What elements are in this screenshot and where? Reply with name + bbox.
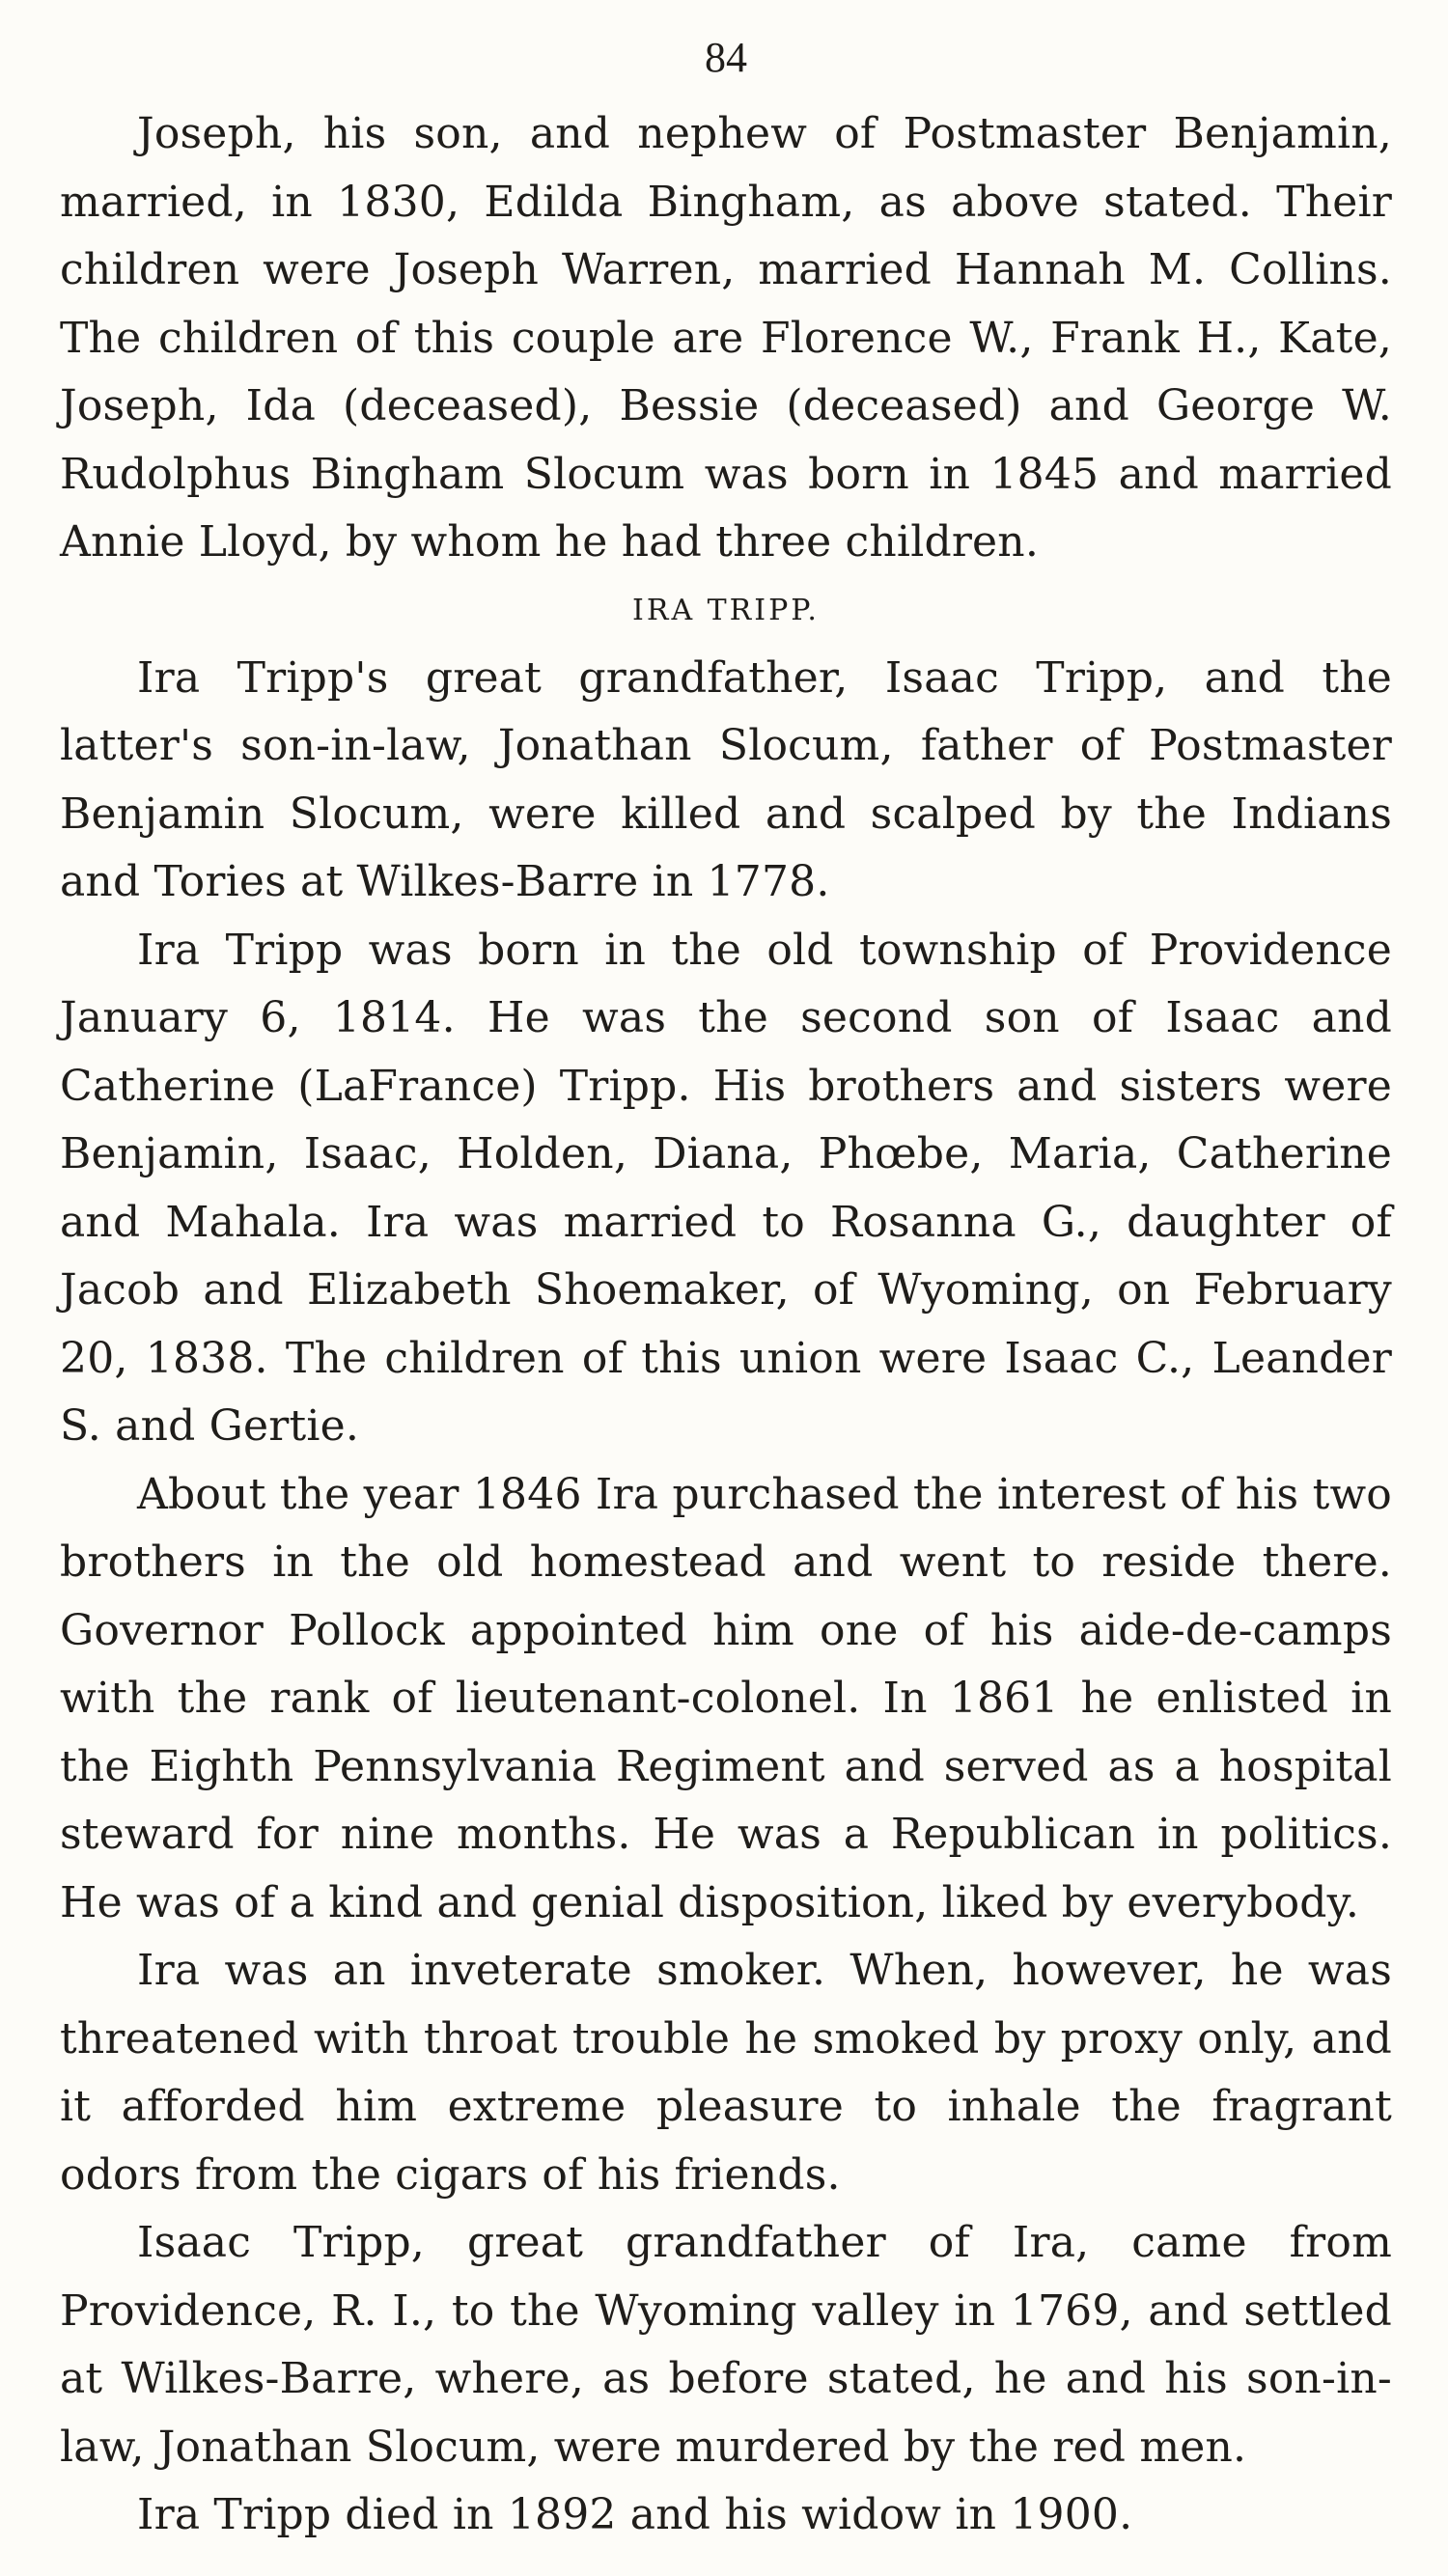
- paragraph-birth-family: Ira Tripp was born in the old township of Providence January 6, 1814. He was the second son of Isaac and Catherine (LaFrance) Tripp. His brothers and sisters were Benjamin, Isaac, Holden, Diana, Phœbe, Maria, Catherine and Mahala. Ira was married to Rosanna G., daughter of Jacob and Elizabeth Shoemaker, of Wyoming, on February 20, 1838. The children of this union were Isaac C., Leander S. and Gertie.: [60, 925, 1392, 1451]
- paragraph-smoker: Ira was an inveterate smoker. When, however, he was threatened with throat trouble he smoked by proxy only, and it afforded him extreme pleasure to inhale the fragrant odors from the cigars of his friends.: [60, 1946, 1392, 2200]
- book-page: [60, 29, 1392, 2550]
- paragraph-slocum-family: Joseph, his son, and nephew of Postmaster Benjamin, married, in 1830, Edilda Bingham, as above stated. Their children were Joseph Warren, married Hannah M. Collins. The children of this couple are Florence W., Frank H., Kate, Joseph, Ida (deceased), Bessie (deceased) and George W. Rudolphus Bingham Slocum was born in 1845 and married Annie Lloyd, by whom he had three children.: [60, 109, 1392, 567]
- page-number: 84: [705, 34, 747, 81]
- paragraph-death: Ira Tripp died in 1892 and his widow in 1900.: [137, 2490, 1133, 2539]
- section-heading: IRA TRIPP.: [632, 593, 820, 627]
- paragraph-career: About the year 1846 Ira purchased the interest of his two brothers in the old homestead and went to reside there. Governor Pollock appointed him one of his aide-de-camps with the rank of lieutenant-colonel. In 1861 he enlisted in the Eighth Pennsylvania Regiment and served as a hospital steward for nine months. He was a Republican in politics. He was of a kind and genial disposition, liked by everybody.: [60, 1469, 1392, 1927]
- paragraph-great-grandfather: Ira Tripp's great grandfather, Isaac Tripp, and the latter's son-in-law, Jonathan Slocum, father of Postmaster Benjamin Slocum, were killed and scalped by the Indians and Tories at Wilkes-Barre in 1778.: [60, 652, 1392, 906]
- paragraph-isaac-tripp: Isaac Tripp, great grandfather of Ira, came from Providence, R. I., to the Wyoming valley in 1769, and settled at Wilkes-Barre, where, as before stated, he and his son-in-law, Jonathan Slocum, were murdered by the red men.: [60, 2218, 1392, 2472]
